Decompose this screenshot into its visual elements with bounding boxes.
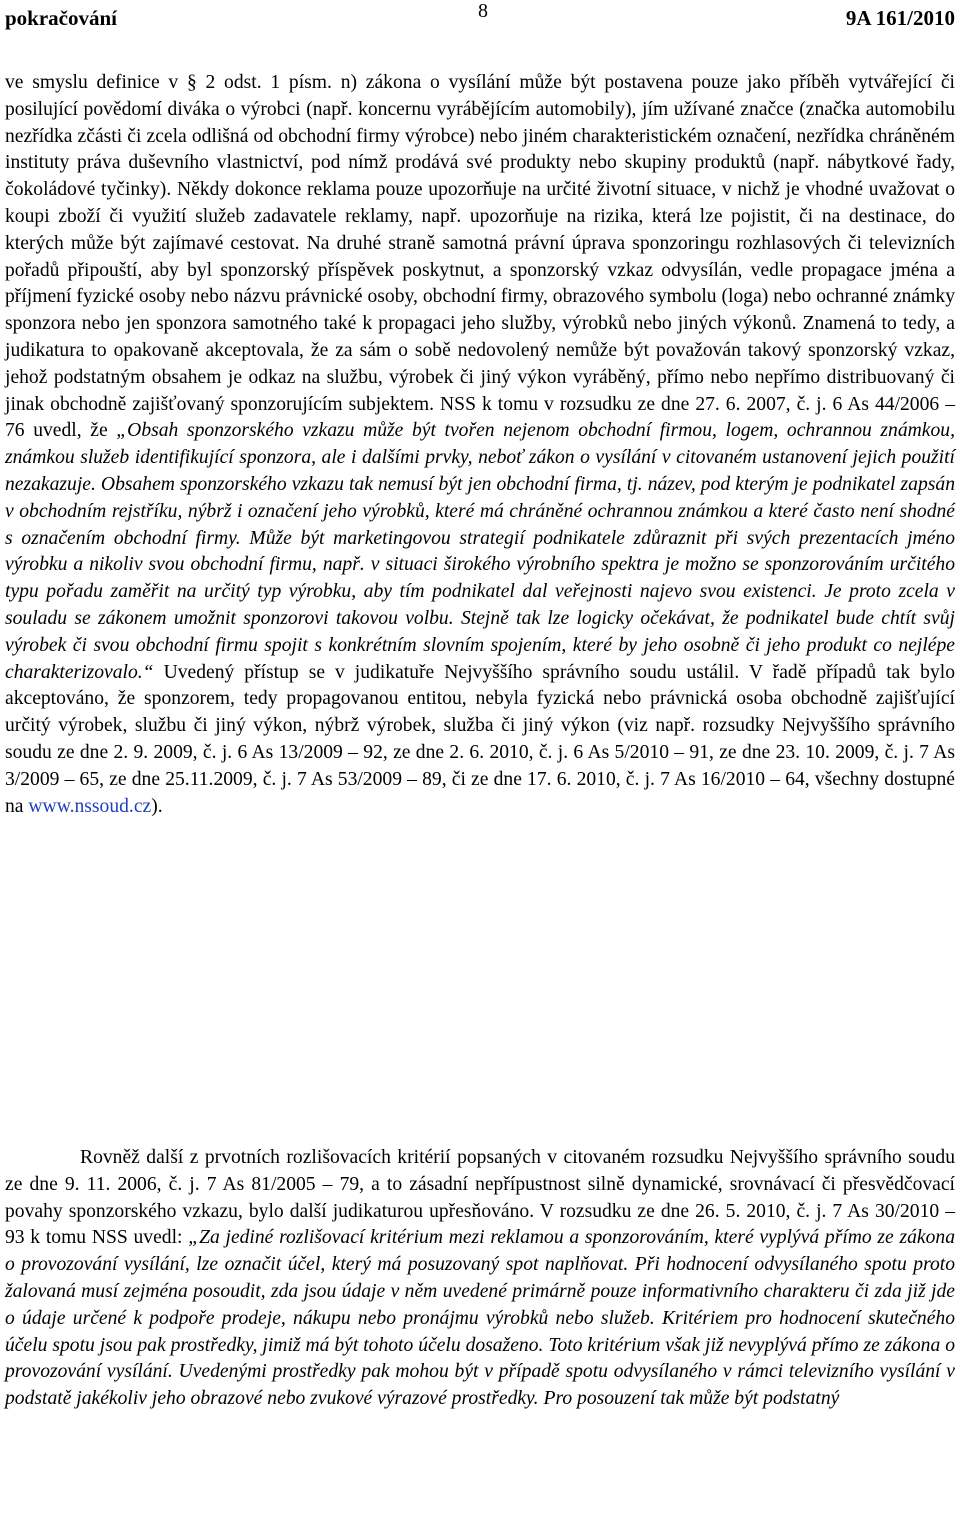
header-continuation-label: pokračování [5,6,118,30]
page-header [5,0,955,36]
paragraph-1-quote: „Obsah sponzorského vzkazu může být tvořen nejenom obchodní firmou, logem, ochrannou známkou, známkou služeb identifikující sponzora, ale i dalšími prvky, neboť zákon o vysílání v citovaném ustanovení jejich použití nezakazuje. Obsahem sponzorského vzkazu tak nemusí být jen obchodní firma, tj. název, pod kterým je podnikatel zapsán v obchodním rejstříku, nýbrž i označení jeho výrobků, které má chráněné ochrannou známkou a které často není shodné s označením obchodní firmy. Může být marketingovou strategií podnikatele zdůraznit při svých prezentacích jméno výrobku a nikoliv svou obchodní firmu, např. v situaci širokého výrobního spektra je možno se sponzorováním určitého typu pořadu zaměřit na určitý typ výrobku, aby tím podnikatel dal veřejnosti najevo svou existenci. Je proto zcela v souladu se zákonem umožnit sponzorovi takovou volbu. Stejně tak lze logicky očekávat, že podnikatel bude chtít svůj výrobek či svou obchodní firmu spojit s konkrétním slovním spojením, které by jeho osobně či jeho produkt co nejlépe charakterizovalo.“ [5,420,955,683]
paragraph-2-quote: „Za jediné rozlišovací kritérium mezi reklamou a sponzorováním, které vyplývá přímo ze zákona o provozování vysílání, lze označit účel, který má posuzovaný spot naplňovat. Při hodnocení odvysílaného spotu proto žalovaná musí zejména posoudit, zda jsou údaje v něm uvedené primárně pouze informativního charakteru či zda již jde o údaje určené k podpoře prodeje, nákupu nebo pronájmu výrobků nebo služeb. Kritériem pro hodnocení skutečného účelu spotu jsou pak prostředky, jimiž má být tohoto účelu dosaženo. Toto kritérium však již nevyplývá přímo ze zákona o provozování vysílání. Uvedenými prostředky pak mohou být v případě spotu odvysílaného v rámci televizního vysílání v podstatě jakékoliv jeho obrazové nebo zvukové výrazové prostředky. Pro posouzení tak může být podstatný [5,1227,955,1410]
paragraph-1-text-c: ). [151,795,163,817]
paragraph-2-text-a: Rovněž další z prvotních rozlišovacích kritérií popsaných v citovaném rozsudku Nejvyššího správního soudu ze dne 9. 11. 2006, č. j. 7 As 81/2005 – 79, a to zásadní nepřípustnost silně dynamické, srovnávací či přesvědčovací povahy sponzorského vzkazu, bylo další judikaturou upřesňováno. V rozsudku ze dne 26. 5. 2010, č. j. 7 As 30/2010 – 93 k tomu NSS uvedl: [5,1147,955,1249]
paragraph-1 [5,70,955,820]
paragraph-1-text-a: ve smyslu definice v § 2 odst. 1 písm. n) zákona o vysílání může být postavena pouze jako příběh vytvářející či posilující povědomí diváka o výrobci (např. koncernu vyrábějícím automobily), jím užívané značce (značka automobilu nezřídka zčásti či zcela odlišná od obchodní firmy výrobce) nebo jiném charakteristickém označení, nezřídka chráněném instituty práva duševního vlastnictví, pod nímž prodává své produkty nebo skupiny produktů (např. nábytkové řady, čokoládové tyčinky). Někdy dokonce reklama pouze upozorňuje na určité životní situace, v nichž je vhodné uvažovat o koupi zboží či využití služeb zadavatele reklamy, např. upozorňuje na rizika, která lze pojistit, či na destinace, do kterých může být zajímavé cestovat. Na druhé straně samotná právní úprava sponzoringu rozhlasových či televizních pořadů připouští, aby byl sponzorský příspěvek poskytnut, a sponzorský vzkaz odvysílán, vedle propagace jména a příjmení fyzické osoby nebo názvu právnické osoby, obchodní firmy, obrazového symbolu (loga) nebo ochranné známky sponzora nebo jen sponzora samotného také k propagaci jeho služby, výrobků nebo jiných výkonů. Znamená to tedy, a judikatura to opakovaně akceptovala, že za sám o sobě nedovolený nemůže být považován takový sponzorský vzkaz, jehož podstatným obsahem je odkaz na službu, výrobek či jiný výkon vyráběný, přímo nebo nepřímo distribuovaný či jinak obchodně zajišťovaný sponzorujícím subjektem. NSS k tomu v rozsudku ze dne 27. 6. 2007, č. j. 6 As 44/2006 – 76 uvedl, že [5,72,955,442]
paragraph-1-text-b: Uvedený přístup se v judikatuře Nejvyššího správního soudu ustálil. V řadě případů tak bylo akceptováno, že sponzorem, tedy propagovanou entitou, nebyla fyzická nebo právnická osoba obchodně zajišťující určitý výrobek, službu či jiný výkon, nýbrž výrobek, služba či jiný výkon (viz např. rozsudky Nejvyššího správního soudu ze dne 2. 9. 2009, č. j. 6 As 13/2009 – 92, ze dne 2. 6. 2010, č. j. 6 As 5/2010 – 91, ze dne 23. 10. 2009, č. j. 7 As 3/2009 – 65, ze dne 25.11.2009, č. j. 7 As 53/2009 – 89, či ze dne 17. 6. 2010, č. j. 7 As 16/2010 – 64, všechny dostupné na [5,661,955,817]
case-number: 9A 161/2010 [845,6,955,30]
paragraph-2 [5,1145,955,1413]
page-number: 8 [478,0,488,22]
nssoud-link[interactable]: www.nssoud.cz [28,795,152,817]
